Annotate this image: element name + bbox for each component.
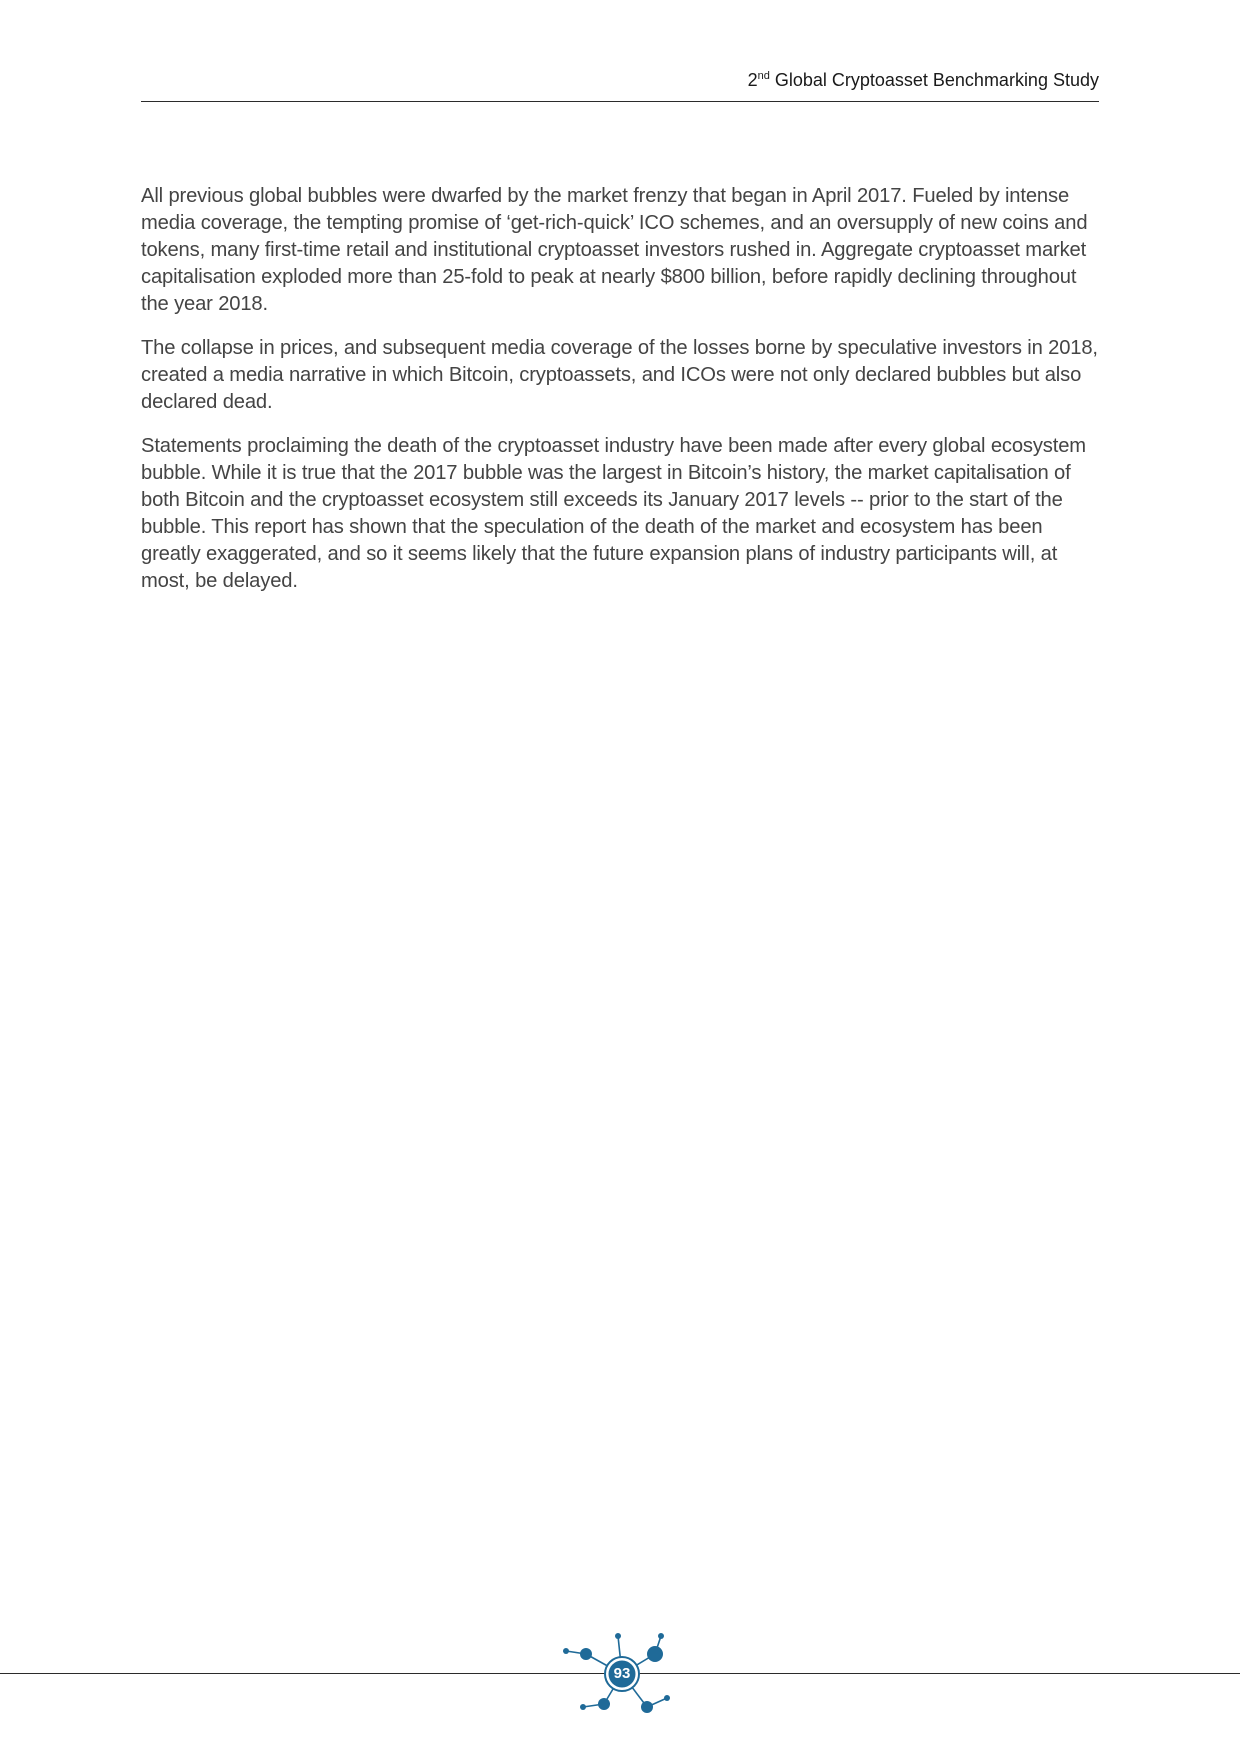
title-rest: Global Cryptoasset Benchmarking Study <box>769 70 1099 90</box>
paragraph-1: All previous global bubbles were dwarfed by the market frenzy that began in April 2017. Fueled by intense media coverage, the tempting promise of ‘get-rich-quick’ ICO schemes, and an oversupply of new coins and tokens, many first-time retail and institutional cryptoasset investors rushed in. Aggregate cryptoasset market capitalisation exploded more than 25-fold to peak at nearly $800 billion, before rapidly declining throughout the year 2018. <box>141 185 1088 315</box>
paragraph-3: Statements proclaiming the death of the cryptoasset industry have been made after every global ecosystem bubble. While it is true that the 2017 bubble was the largest in Bitcoin’s history, the market capitalisation of both Bitcoin and the cryptoasset ecosystem still exceeds its January 2017 levels -- prior to the start of the bubble. This report has shown that the speculation of the death of the market and ecosystem has been greatly exaggerated, and so it seems likely that the future expansion plans of industry participants will, at most, be delayed. <box>141 435 1086 592</box>
paragraph-2: The collapse in prices, and subsequent media coverage of the losses borne by speculative investors in 2018, created a media narrative in which Bitcoin, cryptoassets, and ICOs were not only declared bubbles but also declared dead. <box>141 337 1098 413</box>
page-header <box>141 66 1099 102</box>
title-superscript: nd <box>757 70 770 82</box>
main-content <box>141 183 1101 612</box>
title-prefix: 2 <box>747 70 758 90</box>
document-title <box>748 70 1099 91</box>
page-number: 93 <box>613 1665 631 1682</box>
